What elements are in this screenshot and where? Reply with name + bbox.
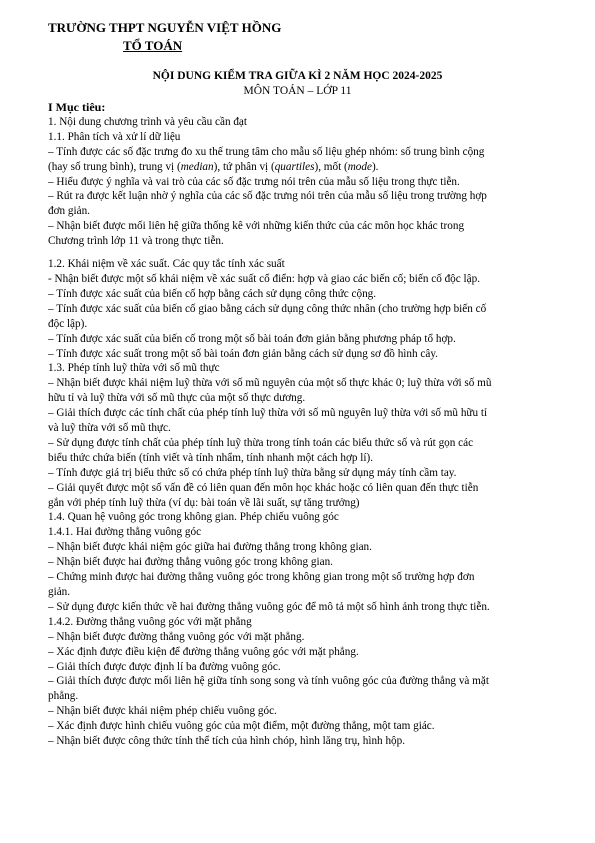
document-body (48, 100, 583, 749)
heading-1-3: 1.3. Phép tính luỹ thừa với số mũ thực (48, 362, 220, 375)
heading-1-2: 1.2. Khái niệm về xác suất. Các quy tắc tính xác suất (48, 258, 285, 271)
paragraph-line: – Nhận biết được khái niệm góc giữa hai đường thẳng trong không gian. (48, 541, 372, 554)
paragraph-line: – Nhận biết được đường thẳng vuông góc với mặt phẳng. (48, 630, 305, 643)
school-name: TRƯỜNG THPT NGUYỄN VIỆT HỒNG (48, 20, 282, 35)
paragraph-line: – Rút ra được kết luận nhờ ý nghĩa của các số đặc trưng nói trên của mẫu số liệu trong trường hợp (48, 190, 487, 203)
paragraph-line: Chương trình lớp 11 và trong thực tiễn. (48, 235, 224, 248)
department-name: TỔ TOÁN (123, 38, 183, 53)
paragraph-line: (hay số trung bình), trung vị (median), tứ phân vị (quartiles), mốt (mode). (48, 160, 379, 173)
paragraph-line: biểu thức chứa biến (tính viết và tính nhẩm, tính nhanh một cách hợp lí). (48, 451, 374, 464)
paragraph-line: giản. (48, 586, 71, 598)
heading-1: 1. Nội dung chương trình và yêu cầu cần đạt (48, 115, 248, 128)
document-subtitle: MÔN TOÁN – LỚP 11 (243, 85, 352, 97)
paragraph-line: – Giải thích được các tính chất của phép tính luỹ thừa với số mũ nguyên luỹ thừa với số mũ hữu tỉ (48, 407, 488, 420)
heading-1-4-1: 1.4.1. Hai đường thẳng vuông góc (48, 526, 202, 539)
paragraph-line: độc lập). (48, 317, 88, 330)
paragraph-line: – Giải thích được được định lí ba đường vuông góc. (48, 660, 281, 673)
paragraph-line: – Nhận biết được hai đường thẳng vuông góc trong không gian. (48, 556, 333, 569)
heading-1-4-2: 1.4.2. Đường thẳng vuông góc với mặt phẳng (48, 615, 252, 628)
paragraph-line: – Nhận biết được công thức tính thể tích của hình chóp, hình lăng trụ, hình hộp. (48, 735, 406, 748)
paragraph-line: – Nhận biết được mối liên hệ giữa thống kê với những kiến thức của các môn học khác trong (48, 220, 465, 233)
paragraph-line: – Hiểu được ý nghĩa và vai trò của các số đặc trưng nói trên của mẫu số liệu trong thực tiễn. (48, 175, 460, 188)
paragraph-line: – Xác định được hình chiếu vuông góc của một điểm, một đường thẳng, một tam giác. (48, 720, 435, 733)
paragraph-line: – Nhận biết được khái niệm luỹ thừa với số mũ nguyên của một số thực khác 0; luỹ thừa với số mũ (48, 377, 492, 390)
document-title: NỘI DUNG KIỂM TRA GIỮA KÌ 2 NĂM HỌC 2024-2025 (152, 70, 443, 82)
paragraph-line: – Sử dụng được kiến thức về hai đường thẳng vuông góc để mô tả một số hình ảnh trong thực tiễn. (48, 600, 490, 613)
paragraph-line: – Tính được các số đặc trưng đo xu thế trung tâm cho mẫu số liệu ghép nhóm: số trung bình cộng (48, 145, 485, 158)
paragraph-line: – Tính được xác suất của biến cố giao bằng cách sử dụng công thức nhân (cho trường hợp biến cố (48, 302, 487, 315)
paragraph-line: – Tính được xác suất của biến cố trong một số bài toán đơn giản bằng phương pháp tổ hợp. (48, 332, 456, 345)
section-heading: I Mục tiêu: (48, 100, 106, 114)
paragraph-line: – Giải quyết được một số vấn đề có liên quan đến môn học khác hoặc có liên quan đến thực tiễn (48, 481, 479, 494)
paragraph-line: và luỹ thừa với số mũ thực. (48, 422, 171, 435)
paragraph-line: gắn với phép tính luỹ thừa (ví dụ: bài toán về lãi suất, sự tăng trưởng) (48, 496, 360, 509)
paragraph-line: phẳng. (48, 690, 79, 703)
paragraph-line: hữu tỉ và luỹ thừa với số mũ thực của một số thực dương. (48, 392, 306, 405)
heading-1-1: 1.1. Phân tích và xử lí dữ liệu (48, 130, 181, 143)
paragraph-line: – Sử dụng được tính chất của phép tính luỹ thừa trong tính toán các biểu thức số và rút gọn các (48, 436, 474, 449)
paragraph-line: – Tính được giá trị biểu thức số có chứa phép tính luỹ thừa bằng sử dụng máy tính cầm tay. (48, 466, 457, 479)
paragraph-line: - Nhận biết được một số khái niệm về xác suất cổ điển: hợp và giao các biến cố; biến cố độc lập. (48, 272, 481, 285)
paragraph-line: – Xác định được điều kiện để đường thẳng vuông góc với mặt phẳng. (48, 645, 359, 658)
heading-1-4: 1.4. Quan hệ vuông góc trong không gian. Phép chiếu vuông góc (48, 511, 339, 524)
paragraph-line: – Nhận biết được khái niệm phép chiếu vuông góc. (48, 705, 277, 718)
paragraph-line: đơn giản. (48, 205, 90, 218)
paragraph-line: – Chứng minh được hai đường thẳng vuông góc trong không gian trong một số trường hợp đơn (48, 571, 475, 584)
paragraph-line: – Tính được xác suất trong một số bài toán đơn giản bằng cách sử dụng sơ đồ hình cây. (48, 347, 438, 360)
paragraph-line: – Giải thích được được mối liên hệ giữa tính song song và tính vuông góc của đường thẳng và mặt (48, 675, 489, 688)
paragraph-line: – Tính được xác suất của biến cố hợp bằng cách sử dụng công thức cộng. (48, 287, 377, 300)
